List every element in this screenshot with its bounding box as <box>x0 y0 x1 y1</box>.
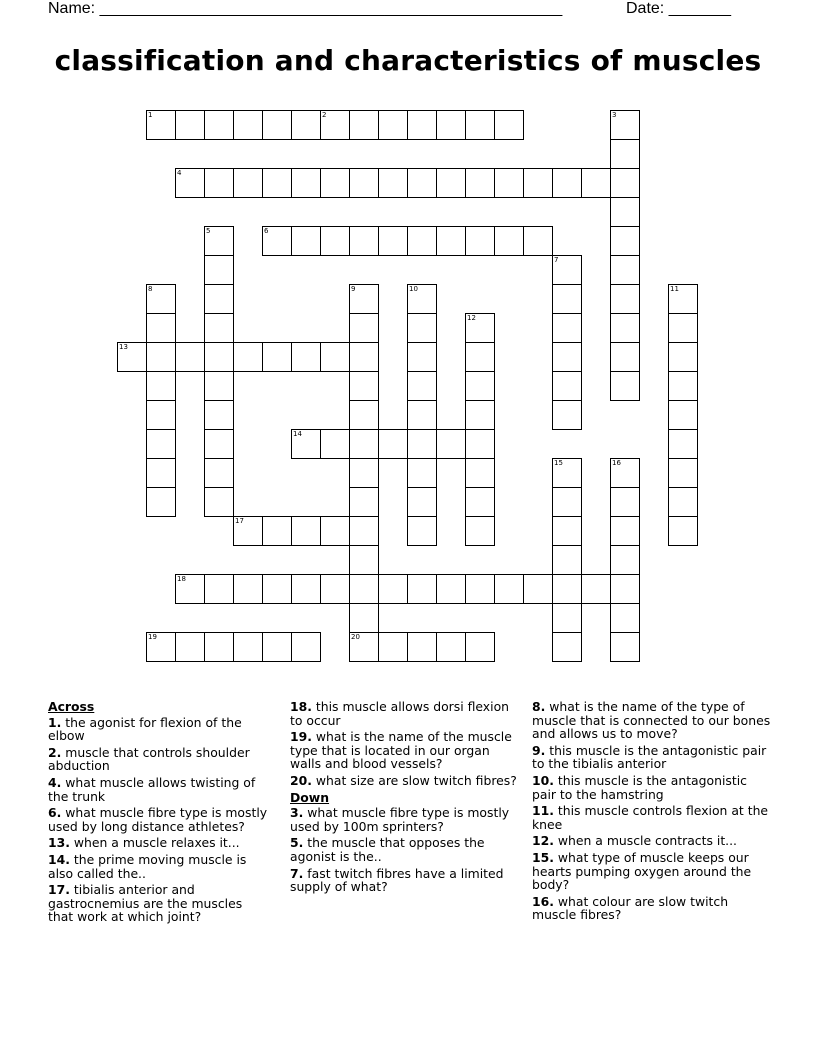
crossword-cell[interactable] <box>494 226 524 256</box>
clue-item-number: 4. <box>48 774 62 790</box>
crossword-cell[interactable] <box>233 168 263 198</box>
crossword-cell[interactable] <box>175 168 205 198</box>
down-heading: Down <box>290 789 330 805</box>
crossword-cell[interactable] <box>523 574 553 604</box>
crossword-cell[interactable] <box>610 255 640 285</box>
crossword-cell[interactable] <box>610 284 640 314</box>
crossword-cell[interactable] <box>349 516 379 546</box>
clue-item-text: what is the name of the type of muscle that is connected to our bones and allows us to move? <box>532 699 771 742</box>
clue-item <box>290 774 524 788</box>
crossword-cell[interactable] <box>233 342 263 372</box>
clue-item-text: what is the name of the muscle type that is located in our organ walls and blood vessels? <box>290 729 512 772</box>
crossword-cell[interactable] <box>668 342 698 372</box>
clue-item <box>532 804 772 831</box>
crossword-cell[interactable] <box>610 574 640 604</box>
crossword-cell[interactable] <box>262 168 292 198</box>
crossword-cell[interactable] <box>233 110 263 140</box>
clue-number: 3 <box>612 111 617 119</box>
crossword-cell[interactable] <box>407 400 437 430</box>
crossword-cell[interactable] <box>668 284 698 314</box>
crossword-cell[interactable] <box>175 632 205 662</box>
crossword-cell[interactable] <box>610 487 640 517</box>
crossword-cell[interactable] <box>204 429 234 459</box>
crossword-cell[interactable] <box>349 632 379 662</box>
crossword-cell[interactable] <box>291 516 321 546</box>
clue-item-number: 15. <box>532 849 554 865</box>
crossword-cell[interactable] <box>146 371 176 401</box>
clue-item-text: muscle that controls shoulder abduction <box>48 744 250 774</box>
clue-item-number: 19. <box>290 729 312 745</box>
clue-item <box>532 895 772 922</box>
clue-item <box>532 744 772 771</box>
crossword-cell[interactable] <box>349 110 379 140</box>
clue-item <box>290 836 524 863</box>
crossword-cell[interactable] <box>610 632 640 662</box>
clue-item <box>290 867 524 894</box>
clue-item <box>48 836 270 850</box>
crossword-cell[interactable] <box>349 429 379 459</box>
crossword-cell[interactable] <box>465 516 495 546</box>
clue-item <box>532 700 772 741</box>
crossword-cell[interactable] <box>465 313 495 343</box>
clue-item-text: when a muscle contracts it... <box>553 833 737 849</box>
clue-item <box>48 746 270 773</box>
crossword-cell[interactable] <box>349 342 379 372</box>
crossword-cell[interactable] <box>349 458 379 488</box>
clue-item-text: what muscle allows twisting of the trunk <box>48 774 256 804</box>
crossword-cell[interactable] <box>494 168 524 198</box>
clue-item-number: 16. <box>532 893 554 909</box>
clue-item-number: 17. <box>48 882 70 898</box>
crossword-cell[interactable] <box>204 313 234 343</box>
clue-item <box>48 883 270 924</box>
crossword-cell[interactable] <box>465 458 495 488</box>
clue-item-number: 13. <box>48 835 70 851</box>
crossword-cell[interactable] <box>320 516 350 546</box>
crossword-cell[interactable] <box>610 371 640 401</box>
crossword-cell[interactable] <box>378 574 408 604</box>
crossword-cell[interactable] <box>349 400 379 430</box>
crossword-cell[interactable] <box>291 226 321 256</box>
crossword-cell[interactable] <box>610 313 640 343</box>
clue-item-text: tibialis anterior and gastrocnemius are the muscles that work at which joint? <box>48 882 243 925</box>
clue-number: 17 <box>235 517 244 525</box>
crossword-cell[interactable] <box>610 603 640 633</box>
crossword-cell[interactable] <box>378 632 408 662</box>
crossword-cell[interactable] <box>204 110 234 140</box>
clue-item-number: 18. <box>290 699 312 714</box>
crossword-cell[interactable] <box>175 342 205 372</box>
crossword-cell[interactable] <box>465 632 495 662</box>
clue-item-text: what size are slow twitch fibres? <box>311 772 517 788</box>
crossword-cell[interactable] <box>349 603 379 633</box>
crossword-cell[interactable] <box>146 110 176 140</box>
clue-item <box>48 776 270 803</box>
clue-item <box>48 716 270 743</box>
crossword-cell[interactable] <box>291 574 321 604</box>
crossword-cell[interactable] <box>465 487 495 517</box>
clue-item <box>48 806 270 833</box>
crossword-cell[interactable] <box>494 574 524 604</box>
clue-number: 2 <box>322 111 327 119</box>
crossword-cell[interactable] <box>436 168 466 198</box>
clue-item-text: what type of muscle keeps our hearts pumping oxygen around the body? <box>532 849 752 893</box>
clue-item-number: 14. <box>48 851 70 867</box>
crossword-cell[interactable] <box>204 226 234 256</box>
crossword-cell[interactable] <box>262 516 292 546</box>
clue-number: 14 <box>293 430 302 438</box>
crossword-cell[interactable] <box>262 226 292 256</box>
crossword-cell[interactable] <box>552 458 582 488</box>
clue-item-text: this muscle controls flexion at the knee <box>532 803 769 832</box>
crossword-cell[interactable] <box>262 342 292 372</box>
crossword-cell[interactable] <box>378 110 408 140</box>
crossword-cell[interactable] <box>175 110 205 140</box>
crossword-cell[interactable] <box>291 429 321 459</box>
crossword-cell[interactable] <box>465 226 495 256</box>
crossword-cell[interactable] <box>407 429 437 459</box>
clues-column-1 <box>48 700 270 927</box>
clue-number: 12 <box>467 314 476 322</box>
crossword-cell[interactable] <box>204 168 234 198</box>
clue-item-number: 2. <box>48 744 62 760</box>
crossword-cell[interactable] <box>407 632 437 662</box>
crossword-cell[interactable] <box>407 168 437 198</box>
crossword-cell[interactable] <box>407 284 437 314</box>
clue-number: 15 <box>554 459 563 467</box>
crossword-cell[interactable] <box>523 226 553 256</box>
crossword-cell[interactable] <box>407 313 437 343</box>
crossword-cell[interactable] <box>291 342 321 372</box>
clue-item-number: 1. <box>48 714 62 730</box>
crossword-cell[interactable] <box>146 429 176 459</box>
crossword-cell[interactable] <box>349 168 379 198</box>
crossword-cell[interactable] <box>204 255 234 285</box>
crossword-cell[interactable] <box>668 516 698 546</box>
crossword-cell[interactable] <box>378 226 408 256</box>
crossword-cell[interactable] <box>552 487 582 517</box>
clue-item <box>290 700 524 727</box>
clue-item-text: what muscle fibre type is mostly used by long distance athletes? <box>48 805 268 834</box>
clue-item-text: the muscle that opposes the agonist is the.. <box>290 835 485 864</box>
crossword-cell[interactable] <box>668 371 698 401</box>
crossword-cell[interactable] <box>378 168 408 198</box>
crossword-cell[interactable] <box>407 516 437 546</box>
crossword-cell[interactable] <box>407 371 437 401</box>
crossword-cell[interactable] <box>552 284 582 314</box>
clue-item-text: what muscle fibre type is mostly used by 100m sprinters? <box>290 805 510 834</box>
clue-item-text: the agonist for flexion of the elbow <box>48 714 242 744</box>
crossword-cell[interactable] <box>552 632 582 662</box>
crossword-cell[interactable] <box>262 632 292 662</box>
clue-item-number: 11. <box>532 803 554 819</box>
crossword-cell[interactable] <box>552 168 582 198</box>
clue-item-number: 8. <box>532 699 546 714</box>
crossword-cell[interactable] <box>407 574 437 604</box>
crossword-cell[interactable] <box>204 458 234 488</box>
crossword-cell[interactable] <box>552 516 582 546</box>
clue-number: 19 <box>148 633 157 641</box>
crossword-cell[interactable] <box>610 516 640 546</box>
clue-number: 11 <box>670 285 679 293</box>
clue-item <box>532 834 772 848</box>
puzzle-title: classification and characteristics of muscles <box>54 44 762 77</box>
crossword-cell[interactable] <box>668 313 698 343</box>
crossword-cell[interactable] <box>320 110 350 140</box>
clue-number: 20 <box>351 633 360 641</box>
clue-item-number: 12. <box>532 833 554 849</box>
crossword-cell[interactable] <box>581 574 611 604</box>
crossword-cell[interactable] <box>146 487 176 517</box>
clue-item-text: this muscle is the antagonistic pair to the tibialis anterior <box>532 742 767 772</box>
crossword-cell[interactable] <box>233 516 263 546</box>
crossword-cell[interactable] <box>581 168 611 198</box>
clue-item-text: when a muscle relaxes it... <box>69 835 240 851</box>
clue-number: 16 <box>612 459 621 467</box>
clue-item <box>532 774 772 801</box>
crossword-cell[interactable] <box>523 168 553 198</box>
crossword-cell[interactable] <box>320 168 350 198</box>
clue-item-number: 6. <box>48 805 62 821</box>
crossword-cell[interactable] <box>349 284 379 314</box>
crossword-cell[interactable] <box>349 545 379 575</box>
crossword-cell[interactable] <box>407 458 437 488</box>
clue-item-text: fast twitch fibres have a limited supply of what? <box>290 865 504 895</box>
crossword-cell[interactable] <box>552 313 582 343</box>
date-field[interactable]: Date: _______ <box>626 0 731 17</box>
crossword-cell[interactable] <box>349 574 379 604</box>
crossword-cell[interactable] <box>552 371 582 401</box>
crossword-cell[interactable] <box>349 371 379 401</box>
crossword-cell[interactable] <box>407 342 437 372</box>
crossword-cell[interactable] <box>610 197 640 227</box>
clue-item-text: this muscle allows dorsi flexion to occur <box>290 699 510 728</box>
crossword-cell[interactable] <box>465 429 495 459</box>
crossword-cell[interactable] <box>610 342 640 372</box>
crossword-cell[interactable] <box>465 574 495 604</box>
crossword-cell[interactable] <box>407 487 437 517</box>
crossword-cell[interactable] <box>262 110 292 140</box>
crossword-cell[interactable] <box>552 603 582 633</box>
crossword-cell[interactable] <box>204 284 234 314</box>
crossword-cell[interactable] <box>349 226 379 256</box>
clue-item-number: 10. <box>532 772 554 788</box>
crossword-cell[interactable] <box>146 400 176 430</box>
crossword-cell[interactable] <box>320 429 350 459</box>
crossword-cell[interactable] <box>378 429 408 459</box>
crossword-cell[interactable] <box>668 487 698 517</box>
crossword-cell[interactable] <box>204 400 234 430</box>
crossword-cell[interactable] <box>233 574 263 604</box>
clue-number: 5 <box>206 227 211 235</box>
clue-number: 7 <box>554 256 559 264</box>
clues-column-3 <box>532 700 772 925</box>
crossword-cell[interactable] <box>465 110 495 140</box>
clue-item <box>290 806 524 833</box>
crossword-cell[interactable] <box>552 574 582 604</box>
clue-number: 10 <box>409 285 418 293</box>
clue-number: 13 <box>119 343 128 351</box>
clue-item <box>290 730 524 771</box>
crossword-cell[interactable] <box>204 574 234 604</box>
clue-item-text: this muscle is the antagonistic pair to the hamstring <box>532 772 747 802</box>
clue-number: 4 <box>177 169 182 177</box>
crossword-cell[interactable] <box>291 632 321 662</box>
clue-item-text: what colour are slow twitch muscle fibres? <box>532 893 729 923</box>
crossword-cell[interactable] <box>465 342 495 372</box>
clue-item-number: 20. <box>290 772 312 788</box>
crossword-cell[interactable] <box>610 226 640 256</box>
crossword-cell[interactable] <box>349 487 379 517</box>
clue-item-number: 5. <box>290 835 304 851</box>
crossword-cell[interactable] <box>320 574 350 604</box>
crossword-cell[interactable] <box>407 110 437 140</box>
crossword-cell[interactable] <box>407 226 437 256</box>
crossword-cell[interactable] <box>204 487 234 517</box>
crossword-cell[interactable] <box>233 632 263 662</box>
crossword-cell[interactable] <box>465 400 495 430</box>
crossword-cell[interactable] <box>610 139 640 169</box>
clue-number: 18 <box>177 575 186 583</box>
crossword-cell[interactable] <box>494 110 524 140</box>
crossword-cell[interactable] <box>668 458 698 488</box>
crossword-cell[interactable] <box>146 342 176 372</box>
clue-item-number: 3. <box>290 805 304 821</box>
clue-number: 1 <box>148 111 153 119</box>
crossword-cell[interactable] <box>146 458 176 488</box>
crossword-cell[interactable] <box>465 371 495 401</box>
crossword-cell[interactable] <box>291 110 321 140</box>
clue-item-number: 7. <box>290 865 304 881</box>
crossword-cell[interactable] <box>465 168 495 198</box>
crossword-cell[interactable] <box>610 458 640 488</box>
crossword-cell[interactable] <box>436 632 466 662</box>
clue-number: 6 <box>264 227 269 235</box>
clue-item <box>48 853 270 880</box>
crossword-cell[interactable] <box>204 371 234 401</box>
crossword-cell[interactable] <box>552 400 582 430</box>
crossword-cell[interactable] <box>146 632 176 662</box>
crossword-cell[interactable] <box>668 429 698 459</box>
crossword-cell[interactable] <box>610 545 640 575</box>
crossword-cell[interactable] <box>668 400 698 430</box>
crossword-cell[interactable] <box>610 110 640 140</box>
crossword-cell[interactable] <box>146 313 176 343</box>
crossword-cell[interactable] <box>436 226 466 256</box>
crossword-cell[interactable] <box>291 168 321 198</box>
crossword-cell[interactable] <box>262 574 292 604</box>
clue-item <box>532 851 772 892</box>
crossword-cell[interactable] <box>349 313 379 343</box>
crossword-cell[interactable] <box>320 226 350 256</box>
crossword-cell[interactable] <box>552 342 582 372</box>
crossword-cell[interactable] <box>175 574 205 604</box>
clue-item-number: 9. <box>532 742 546 758</box>
clue-number: 8 <box>148 285 153 293</box>
crossword-cell[interactable] <box>320 342 350 372</box>
crossword-cell[interactable] <box>204 342 234 372</box>
across-heading: Across <box>48 699 95 714</box>
crossword-cell[interactable] <box>117 342 147 372</box>
name-field[interactable]: Name: ____________________________________________________ <box>48 0 563 17</box>
clue-item-text: the prime moving muscle is also called the.. <box>48 851 247 881</box>
crossword-cell[interactable] <box>204 632 234 662</box>
crossword-cell[interactable] <box>436 110 466 140</box>
crossword-cell[interactable] <box>436 574 466 604</box>
crossword-cell[interactable] <box>146 284 176 314</box>
crossword-cell[interactable] <box>436 429 466 459</box>
clue-number: 9 <box>351 285 356 293</box>
crossword-cell[interactable] <box>610 168 640 198</box>
crossword-cell[interactable] <box>552 545 582 575</box>
clues-column-2 <box>290 700 524 897</box>
crossword-cell[interactable] <box>552 255 582 285</box>
